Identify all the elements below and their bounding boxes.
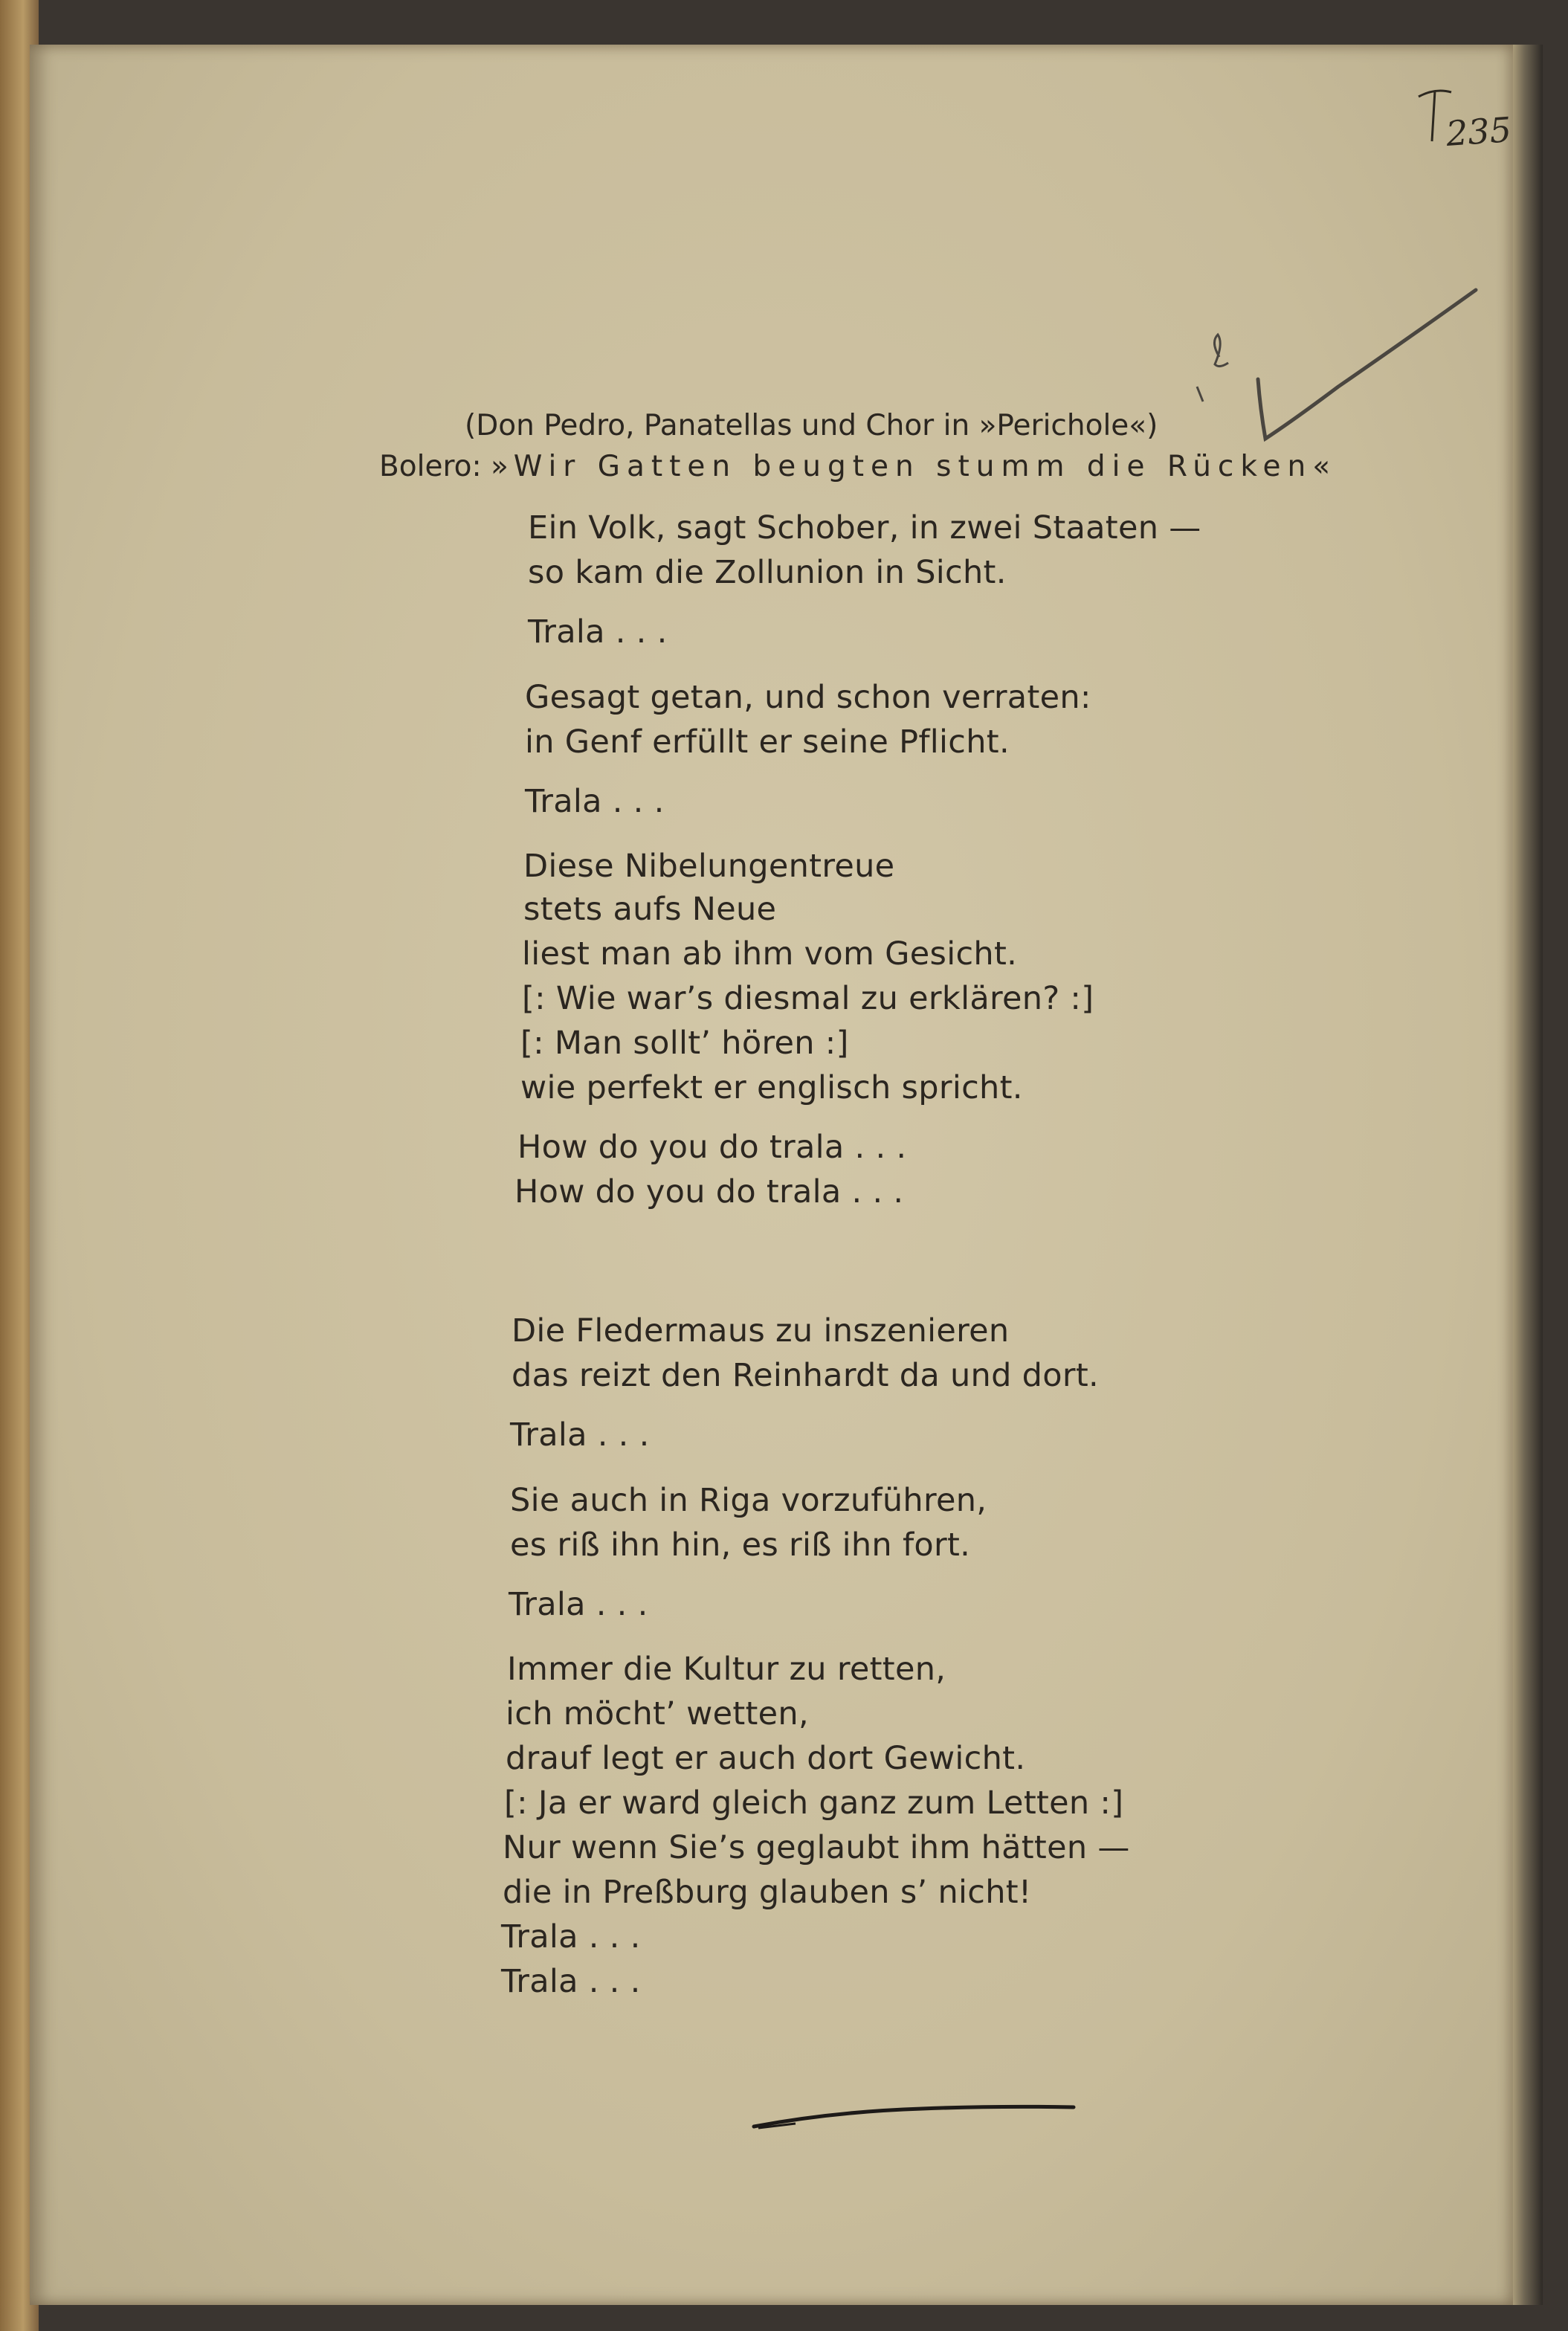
- verse-line: Immer die Kultur zu retten,: [507, 1651, 946, 1688]
- verse-line: Trala . . .: [510, 1416, 650, 1454]
- verse-line: [: Ja er ward gleich ganz zum Letten :]: [504, 1784, 1124, 1822]
- verse-line: stets aufs Neue: [523, 891, 777, 928]
- verse-line: das reizt den Reinhardt da und dort.: [512, 1357, 1099, 1394]
- verse-line: [: Man sollt’ hören :]: [520, 1025, 849, 1062]
- verse-line: die in Preßburg glauben s’ nicht!: [503, 1874, 1032, 1911]
- verse-line: [: Wie war’s diesmal zu erklären? :]: [522, 980, 1094, 1017]
- verse-line: so kam die Zollunion in Sicht.: [528, 554, 1007, 591]
- verse-line: Trala . . .: [501, 1918, 641, 1956]
- pencil-check-mark: [1175, 275, 1487, 454]
- bolero-header: [379, 450, 1337, 483]
- verse-line: Trala . . .: [509, 1586, 648, 1623]
- verse-line: Die Fledermaus zu inszenieren: [512, 1312, 1010, 1350]
- verse-line: Trala . . .: [525, 783, 665, 820]
- verse-line: in Genf erfüllt er seine Pflicht.: [525, 723, 1010, 761]
- page-number: 235: [1445, 109, 1513, 154]
- verse-line: Diese Nibelungentreue: [523, 848, 895, 885]
- verse-line: wie perfekt er englisch spricht.: [520, 1069, 1023, 1106]
- verse-line: liest man ab ihm vom Gesicht.: [522, 935, 1018, 973]
- verse-line: Sie auch in Riga vorzuführen,: [510, 1482, 987, 1519]
- verse-line: drauf legt er auch dort Gewicht.: [506, 1740, 1026, 1777]
- scene-header: (Don Pedro, Panatellas und Chor in »Perichole«): [465, 409, 1158, 442]
- bolero-quote: »Wir Gatten beugten stumm die Rücken«: [491, 450, 1338, 483]
- bolero-label: Bolero:: [379, 450, 482, 483]
- verse-line: Gesagt getan, und schon verraten:: [525, 679, 1091, 716]
- ink-stroke: [743, 2089, 1085, 2141]
- page-edge: [1513, 45, 1543, 2305]
- verse-line: How do you do trala . . .: [514, 1173, 904, 1210]
- verse-line: Trala . . .: [528, 613, 668, 651]
- verse-line: ich möcht’ wetten,: [506, 1695, 809, 1732]
- verse-line: Nur wenn Sie’s geglaubt ihm hätten —: [503, 1829, 1130, 1866]
- verse-line: es riß ihn hin, es riß ihn fort.: [510, 1526, 971, 1564]
- verse-line: Ein Volk, sagt Schober, in zwei Staaten —: [528, 509, 1201, 547]
- verse-line: Trala . . .: [501, 1963, 641, 2000]
- verse-line: How do you do trala . . .: [517, 1129, 907, 1166]
